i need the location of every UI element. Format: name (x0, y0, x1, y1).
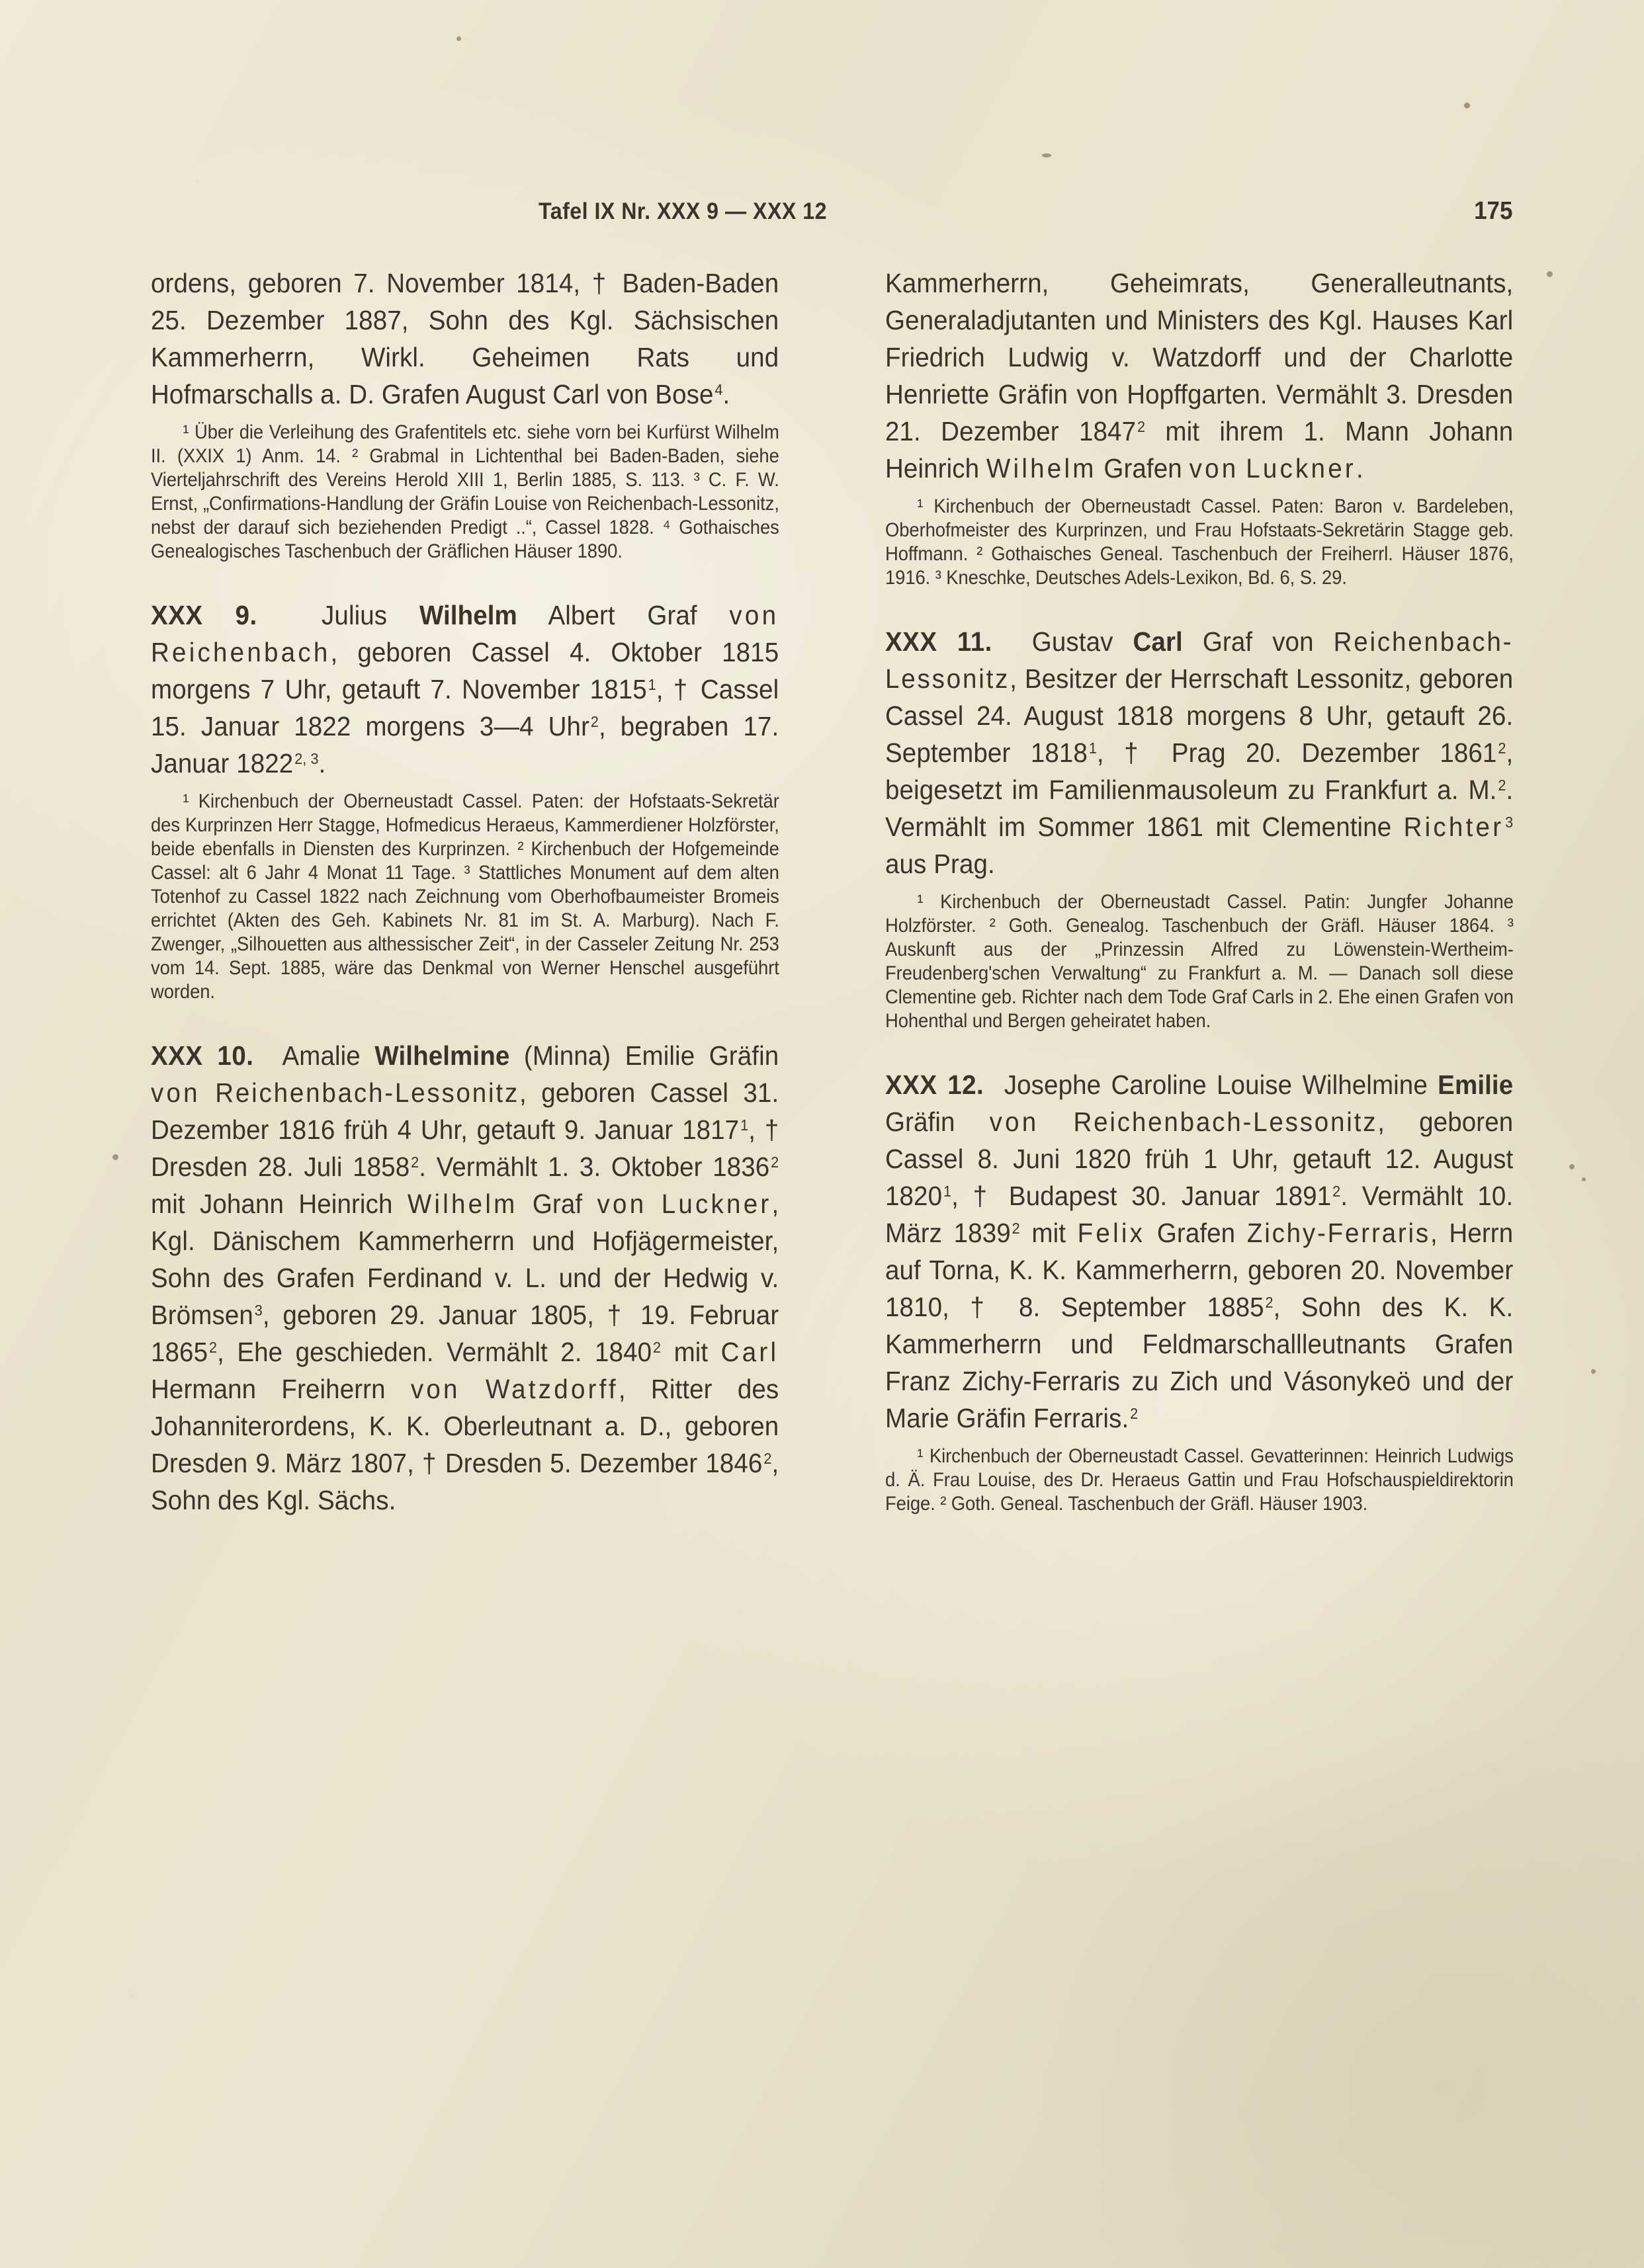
entry-body: . Vermählt im Sommer 1861 mit Clementine (885, 775, 1514, 842)
footnote-marker: 2 (1498, 739, 1506, 757)
entry-name-part: Graf von (1182, 626, 1334, 657)
entry-body: mit (1019, 1218, 1078, 1248)
footnote-marker: 2 (411, 1154, 419, 1171)
entry-body: , geboren Cassel 8. Juni 1820 früh 1 Uhr, getauft 12. August 1820 (885, 1107, 1514, 1211)
continuation-text: ordens, geboren 7. November 1814, † Baden-Baden 25. Dezember 1887, Sohn des Kgl. Sächsischen Kammerherrn, Wirkl. Geheimen Rats und Hofmarschalls a. D. Grafen August Carl von Bose (151, 268, 779, 409)
entry-name-spaced: Richter (1403, 812, 1504, 842)
entry-number: XXX 12. (885, 1070, 984, 1100)
footnote-marker: 2 (1498, 777, 1506, 794)
running-head-title: Tafel IX Nr. XXX 9 — XXX 12 (539, 198, 827, 224)
entry-surname-spaced: Reichenbach-Lessonitz (1073, 1107, 1378, 1137)
entry-number: XXX 9. (151, 600, 257, 630)
paper-speck (1547, 271, 1553, 277)
footnote-block: ¹ Kirchenbuch der Oberneustadt Cassel. Paten: Baron v. Bardeleben, Oberhofmeister des Kurprinzen, und Frau Hofstaats-Sekretärin Stagge geb. Hoffmann. ² Gothaisches Geneal. Taschenbuch der Freiherrl. Häuser 1876, 1916. ³ Kneschke, Deutsches Adels-Lexikon, Bd. 6, S. 29. (885, 495, 1514, 589)
entry-name-spaced: Carl (720, 1337, 779, 1367)
footnote-marker: 3 (254, 1302, 263, 1320)
entry-name-part: Gustav (1031, 626, 1133, 657)
entry-body: Hermann Freiherrn (151, 1374, 411, 1404)
paper-speck (1464, 103, 1470, 108)
footnote-marker: 1 (943, 1183, 952, 1200)
entry-paragraph (885, 623, 1513, 882)
paper-speck (1569, 1164, 1575, 1169)
entry-name-bold: Wilhelm (419, 600, 517, 630)
entry-body: aus Prag. (885, 849, 995, 879)
footnote-marker: 1 (648, 676, 656, 694)
entry-body: , Sohn des K. K. Kammerherrn und Feldmarschallleutnants Grafen Franz Zichy-Ferraris zu Zich und Vásonykeö und der Marie Gräfin Ferraris. (885, 1292, 1514, 1433)
entry-body: , † Dresden 28. Juli 1858 (151, 1114, 779, 1182)
entry-body: , † Prag 20. Dezember 1861 (1096, 737, 1497, 768)
running-head (151, 198, 1514, 241)
footnote-marker: 2 (763, 1450, 772, 1468)
footnote-marker: 2 (590, 713, 599, 731)
page-number: 175 (1473, 197, 1512, 225)
entry-name-part: Amalie (282, 1040, 375, 1071)
continuation-paragraph (885, 265, 1513, 487)
paper-speck (1582, 1177, 1586, 1181)
entry-xxx-12 (885, 1066, 1514, 1516)
entry-name-spaced: von (410, 1374, 460, 1404)
entry-surname-spaced: Reichenbach-Lessonitz (885, 626, 1514, 694)
footnote-marker: 1 (740, 1116, 749, 1134)
footnote-marker: 3 (1505, 814, 1514, 831)
entry-name-bold: Emilie (1438, 1070, 1514, 1100)
footnote-marker: 2 (1332, 1183, 1341, 1200)
paper-speck (112, 1154, 118, 1160)
entry-body: mit Johann Heinrich (151, 1189, 408, 1219)
footnote-block: ¹ Kirchenbuch der Oberneustadt Cassel. Gevatterinnen: Heinrich Ludwigs d. Ä. Frau Louise, des Dr. Heraeus Gattin und Frau Hofschauspieldirektorin Feige. ² Goth. Geneal. Taschenbuch der Gräfl. Häuser 1903. (885, 1445, 1514, 1515)
footnote-marker: 2 (1130, 1405, 1139, 1423)
entry-name-spaced: von (597, 1189, 647, 1219)
entry-name-bold: Carl (1133, 626, 1183, 657)
continuation-tail: . (1356, 453, 1363, 483)
entry-name-spaced: Wilhelm (407, 1189, 518, 1219)
entry-body: . Vermählt 1. 3. Oktober 1836 (419, 1152, 770, 1182)
entry-name-part: Josephe Caroline Louise Wilhelmine (1004, 1070, 1438, 1100)
entry-body: , Ehe geschieden. Vermählt 2. 1840 (217, 1337, 652, 1367)
entry-surname-spaced: Reichenbach (151, 637, 331, 667)
entry-body: , geboren Cassel 31. Dezember 1816 früh 4 Uhr, getauft 9. Januar 1817 (151, 1077, 779, 1145)
entry-body: , beigesetzt im Familienmausoleum zu Frankfurt a. M. (885, 737, 1514, 805)
entry-body: , Sohn des Kgl. Sächs. (151, 1448, 779, 1515)
footnote-marker: 4 (714, 381, 723, 399)
entry-paragraph (151, 1037, 779, 1519)
continuation-tail: mit ihrem 1. Mann Johann Heinrich (885, 416, 1514, 483)
entry-name-spaced: Felix (1077, 1218, 1146, 1248)
entry-body: , geboren 29. Januar 1805, † 19. Februar 1865 (151, 1300, 779, 1367)
footnote-block: ¹ Über die Verleihung des Grafentitels etc. siehe vorn bei Kurfürst Wilhelm II. (XXIX 1) Anm. 14. ² Grabmal in Lichtenthal bei Baden-Baden, siehe Vierteljahrschrift des Vereins Herold XIII 1, Berlin 1885, S. 113. ³ C. F. W. Ernst, „Confirmations-Handlung der Gräfin Louise von Reichenbach-Lessonitz, nebst der darauf sich beziehenden Predigt ..“, Cassel 1828. ⁴ Gothaisches Genealogisches Taschenbuch der Gräflichen Häuser 1890. (151, 421, 779, 562)
entry-name-spaced: von (729, 600, 779, 630)
left-column (151, 265, 779, 1519)
entry-body: Grafen (1145, 1218, 1247, 1248)
entry-body: , Besitzer der Herrschaft Lessonitz, geboren Cassel 24. August 1818 morgens 8 Uhr, getauft 26. September 1818 (885, 663, 1514, 768)
page-content (151, 197, 1514, 1515)
continuation-paragraph (151, 265, 779, 413)
entry-xxx-11 (885, 623, 1514, 1033)
footnote-marker: 1 (1088, 739, 1097, 757)
footnote-marker: 2, 3 (294, 750, 319, 768)
entry-name-part: (Minna) Emilie Gräfin (509, 1040, 779, 1071)
footnote-block: ¹ Kirchenbuch der Oberneustadt Cassel. Paten: der Hofstaats-Sekretär des Kurprinzen Herr Stagge, Hofmedicus Heraeus, Kammerdiener Holzförster, beide ebenfalls in Diensten des Kurprinzen. ² Kirchenbuch der Hofgemeinde Cassel: alt 6 Jahr 4 Monat 11 Tage. ³ Stattliches Monument auf dem alten Totenhof zu Cassel 1822 nach Zeichnung vom Oberhofbaumeister Bromeis errichtet (Akten des Geh. Kabinets Nr. 81 im St. A. Marburg). Nach F. Zwenger, „Silhouetten aus althessischer Zeit“, in der Casseler Zeitung Nr. 253 vom 14. Sept. 1885, wäre das Denkmal von Werner Henschel ausgeführt worden. (151, 790, 779, 1003)
paper-speck (1042, 153, 1051, 157)
entry-body: . Vermählt 10. März 1839 (885, 1181, 1514, 1248)
entry-name-part: Albert Graf (517, 600, 730, 630)
entry-body: , † Budapest 30. Januar 1891 (951, 1181, 1332, 1211)
entry-number: XXX 10. (151, 1040, 254, 1071)
surname-spaced: Luckner (1246, 453, 1356, 483)
entry-surname-spaced: Zichy-Ferraris (1246, 1218, 1430, 1248)
entry-name-part: Gräfin (885, 1107, 990, 1137)
right-column (885, 265, 1514, 1516)
name-spaced: von (1189, 453, 1239, 483)
entry-number: XXX 11. (885, 626, 992, 657)
entry-name-spaced: von (151, 1077, 200, 1108)
continuation-text: Kammerherrn, Geheimrats, Generalleutnants, Generaladjutanten und Ministers des Kgl. Hauses Karl Friedrich Ludwig v. Watzdorff und der Charlotte Henriette Gräfin von Hopffgarten. Vermählt 3. Dresden 21. Dezember 1847 (885, 268, 1514, 446)
footnote-marker: 2 (771, 1154, 779, 1171)
entry-surname-spaced: Reichenbach-Lessonitz (215, 1077, 520, 1108)
entry-body: Graf (517, 1189, 597, 1219)
footnote-marker: 2 (208, 1339, 218, 1357)
entry-xxx-9 (151, 597, 779, 1004)
entry-name-spaced: von (989, 1107, 1039, 1137)
entry-body: , Kgl. Dänischem Kammerherrn und Hofjägermeister, Sohn des Grafen Ferdinand v. L. und der Hedwig v. Brömsen (151, 1189, 779, 1330)
entry-surname-spaced: Luckner (661, 1189, 772, 1219)
continuation-tail: Grafen (1096, 453, 1190, 483)
entry-body: , geboren Cassel 4. Oktober 1815 morgens 7 Uhr, getauft 7. November 1815 (151, 637, 779, 704)
entry-body: , begraben 17. Januar 1822 (151, 711, 779, 778)
entry-surname-spaced: Watzdorff (485, 1374, 619, 1404)
footnote-marker: 2 (653, 1339, 662, 1357)
entry-paragraph (885, 1066, 1513, 1437)
entry-body: mit (661, 1337, 721, 1367)
entry-paragraph (151, 597, 779, 782)
entry-body: , Herrn auf Torna, K. K. Kammerherrn, geboren 20. November 1810, † 8. September 1885 (885, 1218, 1514, 1322)
footnote-marker: 2 (1012, 1220, 1020, 1238)
continuation-tail: . (722, 379, 730, 409)
footnote-block: ¹ Kirchenbuch der Oberneustadt Cassel. Patin: Jungfer Johanne Holzförster. ² Goth. Genealog. Taschenbuch der Gräfl. Häuser 1864. ³ Auskunft aus der „Prinzessin Alfred zu Löwenstein-Wertheim-Freudenberg'schen Verwaltung“ zu Frankfurt a. M. — Danach soll diese Clementine geb. Richter nach dem Tode Graf Carls in 2. Ehe einen Grafen von Hohenthal und Bergen geheiratet haben. (885, 891, 1514, 1032)
footnote-marker: 2 (1137, 418, 1146, 436)
paper-speck (456, 36, 461, 41)
entry-body: , Ritter des Johanniterordens, K. K. Oberleutnant a. D., geboren Dresden 9. März 1807, † Dresden 5. Dezember 1846 (151, 1374, 779, 1478)
name-spaced: Wilhelm (986, 453, 1097, 483)
paper-speck (1591, 1369, 1596, 1374)
entry-body: . (318, 748, 326, 778)
entry-xxx-10 (151, 1037, 779, 1519)
entry-body: , † Cassel 15. Januar 1822 morgens 3—4 Uhr (151, 674, 779, 741)
footnote-marker: 2 (1265, 1294, 1274, 1312)
entry-name-part: Julius (322, 600, 419, 630)
entry-name-bold: Wilhelmine (374, 1040, 510, 1071)
